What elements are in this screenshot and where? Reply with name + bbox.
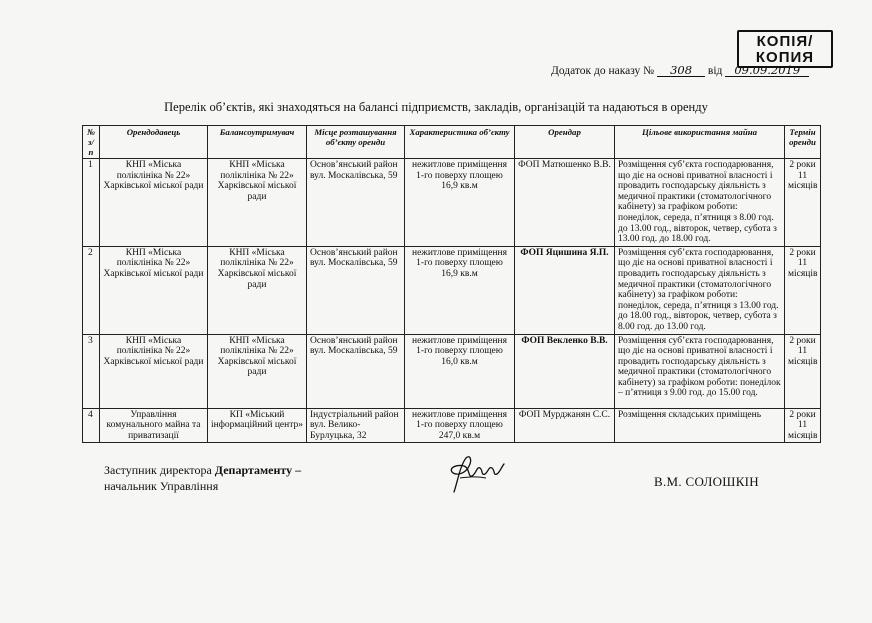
row-tenant: ФОП Яцишина Я.П.: [515, 246, 615, 334]
table-row: [83, 246, 821, 334]
signatory-position: [104, 462, 301, 494]
row-tenant: ФОП Матюшенко В.В.: [515, 159, 615, 247]
position-line1-prefix: Заступник директора: [104, 463, 215, 477]
row-lessor: КНП «Міська поліклініка № 22» Харківської міської ради: [100, 334, 208, 408]
table-header-row: [83, 126, 821, 159]
row-term: 2 роки 11 місяців: [785, 246, 821, 334]
row-characteristics: нежитлове приміщення 1-го поверху площею 16,9 кв.м: [405, 246, 515, 334]
row-location: Основ’янський район вул. Москалівська, 59: [307, 159, 405, 247]
row-purpose: Розміщення складських приміщень: [615, 408, 785, 443]
document-title: Перелік об’єктів, які знаходяться на балансі підприємств, закладів, організацій та надаються в оренду: [164, 100, 708, 114]
row-lessor: КНП «Міська поліклініка № 22» Харківської міської ради: [100, 159, 208, 247]
appendix-reference: [551, 64, 809, 77]
table-row: [83, 334, 821, 408]
row-number: 1: [83, 159, 100, 247]
row-balance-holder: КНП «Міська поліклініка № 22» Харківської міської ради: [208, 159, 307, 247]
row-term: 2 роки 11 місяців: [785, 159, 821, 247]
row-term: 2 роки 11 місяців: [785, 408, 821, 443]
header-characteristics: Характеристика об’єкту: [405, 126, 515, 159]
row-term: 2 роки 11 місяців: [785, 334, 821, 408]
row-tenant: ФОП Мурджанян С.С.: [515, 408, 615, 443]
table-row: [83, 159, 821, 247]
row-location: Основ’янський район вул. Москалівська, 59: [307, 334, 405, 408]
signatory-name: В.М. СОЛОШКІН: [654, 474, 759, 489]
row-purpose: Розміщення суб’єкта господарювання, що діє на основі приватної власності і провадить господарську діяльність з медичної практики (стоматологічного кабінету) за графіком роботи: понеділок – п’ятниця з 9.00 год. до 15.00 год.: [615, 334, 785, 408]
header-lessor: Орендодавець: [100, 126, 208, 159]
table-row: [83, 408, 821, 443]
order-number: 308: [657, 64, 705, 77]
row-balance-holder: КП «Міський інформаційний центр»: [208, 408, 307, 443]
row-lessor: Управління комунального майна та приватизації: [100, 408, 208, 443]
row-purpose: Розміщення суб’єкта господарювання, що діє на основі приватної власності і провадить господарську діяльність з медичної практики (стоматологічного кабінету) за графіком роботи: понеділок, середа, п’ятниця з 8.00 год. до 13.00 год., вівторок, четвер, субота з 13.00 год. до 18.00 год.: [615, 159, 785, 247]
header-balance-holder: Балансоутримувач: [208, 126, 307, 159]
row-characteristics: нежитлове приміщення 1-го поверху площею 247,0 кв.м: [405, 408, 515, 443]
row-location: Основ’янський район вул. Москалівська, 59: [307, 246, 405, 334]
stamp-line1: КОПІЯ/: [756, 33, 814, 50]
row-balance-holder: КНП «Міська поліклініка № 22» Харківської міської ради: [208, 334, 307, 408]
position-line1-bold: Департаменту –: [214, 463, 302, 477]
header-number: № з/п: [83, 126, 100, 159]
header-purpose: Цільове використання майна: [615, 126, 785, 159]
lease-objects-table: [82, 125, 821, 443]
row-location: Індустріальний район вул. Велико-Бурлуцька, 32: [307, 408, 405, 443]
header-term: Термін оренди: [785, 126, 821, 159]
stamp-line2: КОПИЯ: [755, 49, 815, 66]
row-lessor: КНП «Міська поліклініка № 22» Харківської міської ради: [100, 246, 208, 334]
row-tenant: ФОП Векленко В.В.: [515, 334, 615, 408]
row-characteristics: нежитлове приміщення 1-го поверху площею 16,9 кв.м: [405, 159, 515, 247]
handwritten-signature: [446, 452, 510, 496]
row-characteristics: нежитлове приміщення 1-го поверху площею 16,0 кв.м: [405, 334, 515, 408]
row-number: 4: [83, 408, 100, 443]
row-number: 2: [83, 246, 100, 334]
position-line2: начальник Управління: [104, 479, 219, 493]
row-number: 3: [83, 334, 100, 408]
appendix-prefix: Додаток до наказу №: [551, 65, 655, 77]
order-date: 09.09.2019: [725, 64, 809, 77]
date-prefix: від: [707, 65, 723, 77]
row-balance-holder: КНП «Міська поліклініка № 22» Харківської міської ради: [208, 246, 307, 334]
header-tenant: Орендар: [515, 126, 615, 159]
row-purpose: Розміщення суб’єкта господарювання, що діє на основі приватної власності і провадить господарську діяльність з медичної практики (стоматологічного кабінету) за графіком роботи: понеділок, середа, п’ятниця з 13.00 год. до 18.00 год., вівторок, четвер, субота з 8.00 год. до 13.00 год.: [615, 246, 785, 334]
header-location: Місце розташування об’єкту оренди: [307, 126, 405, 159]
